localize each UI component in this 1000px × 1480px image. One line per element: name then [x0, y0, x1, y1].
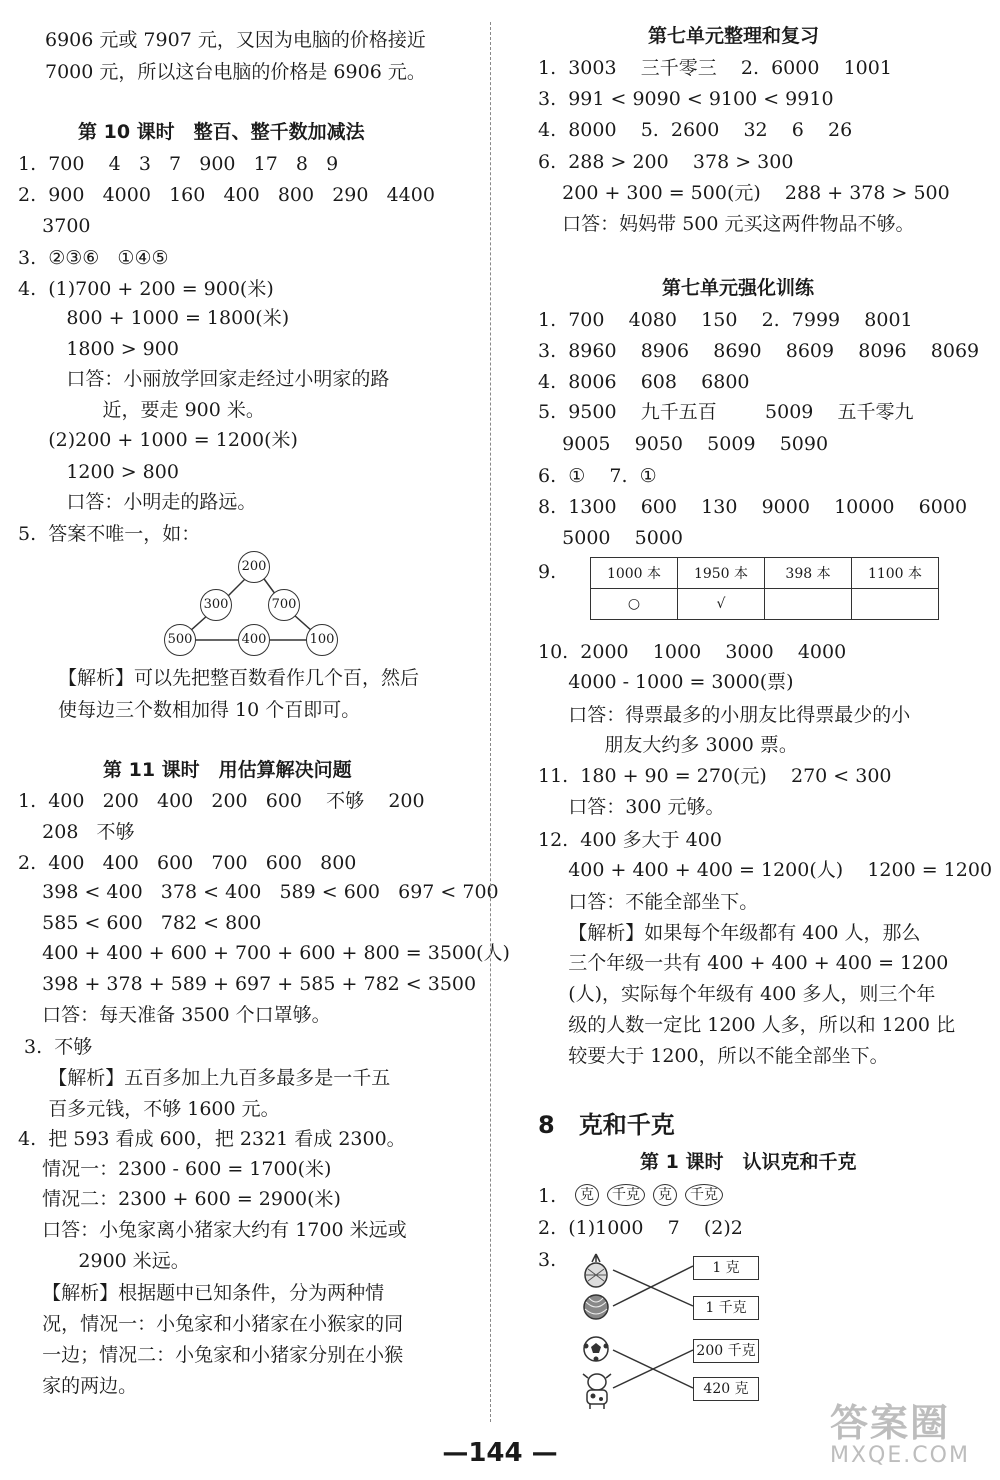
answer-line: 【解析】五百多加上九百多最多是一千五 [18, 1067, 391, 1089]
answer-line: 200 + 300 = 500(元) 288 + 378 > 500 [538, 182, 950, 204]
unit8-q1-answers [575, 1184, 731, 1206]
answer-line: 1800 > 900 [18, 338, 179, 360]
answer-line: 2. 900 4000 160 400 800 290 4400 [18, 184, 435, 206]
answer-line: (2)200 + 1000 = 1200(米) [18, 429, 298, 451]
soccer-ball-icon [581, 1334, 611, 1364]
watermark-logo [830, 1392, 970, 1468]
answer-line: 4. 8000 5. 2600 32 6 26 [538, 119, 853, 141]
answer-line: 3. ②③⑥ ①④⑤ [18, 247, 169, 269]
answer-line: 口答：不能全部坐下。 [538, 891, 759, 913]
answer-line: 况，情况一：小兔家和小猪家在小猴家的同 [18, 1313, 404, 1335]
match-box: 1 克 [693, 1256, 759, 1280]
answer-line: 口答：小丽放学回家走经过小明家的路 [18, 368, 390, 390]
answer-line: 585 < 600 782 < 800 [18, 912, 262, 934]
answer-line: 近，要走 900 米。 [18, 399, 265, 421]
table-header-cell: 1000 本 [591, 558, 678, 589]
answer-line: 【解析】根据题中已知条件，分为两种情 [18, 1282, 385, 1304]
answer-line: 口答：小兔家离小猪家大约有 1700 米远或 [18, 1219, 407, 1241]
answer-line: 朋友大约多 3000 票。 [538, 734, 798, 756]
answer-line: 较要大于 1200，所以不能全部坐下。 [538, 1045, 889, 1067]
answer-line: 5. 答案不唯一，如： [18, 523, 201, 545]
analysis-line: 【解析】可以先把整百数看作几个百，然后 [58, 667, 420, 689]
answer-line: 6. ① 7. ① [538, 465, 657, 487]
unit8-title: 8 克和千克 [538, 1111, 675, 1139]
answer-line: 3. 8960 8906 8690 8609 8096 8069 [538, 340, 980, 362]
answer-line: 情况一：2300 - 600 = 1700(米) [18, 1158, 332, 1180]
match-box: 420 克 [693, 1377, 759, 1401]
node-mid-left: 300 [200, 589, 232, 621]
watermark-title: 答案圈 [830, 1401, 951, 1445]
answer-line: 1. 700 4080 150 2. 7999 8001 [538, 309, 913, 331]
answer-line: 口答：妈妈带 500 元买这两件物品不够。 [538, 213, 915, 235]
answer-line: (人)，实际每个年级有 400 多人，则三个年 [538, 983, 936, 1005]
answer-line: 1. 400 200 400 200 600 不够 200 [18, 790, 425, 812]
page-number: —144 — [442, 1438, 558, 1468]
node-bottom-left: 500 [164, 624, 196, 656]
table-mark-cell: √ [678, 589, 765, 620]
answer-line: 4000 - 1000 = 3000(票) [538, 671, 794, 693]
oval-answer: 克 [653, 1184, 677, 1206]
answer-line: 2900 米远。 [18, 1250, 190, 1272]
review-title: 第七单元整理和复习 [648, 25, 820, 47]
column-divider [490, 22, 491, 1422]
lesson11-title: 第 11 课时 用估算解决问题 [103, 759, 352, 781]
answer-line: 1. 700 4 3 7 900 17 8 9 [18, 153, 339, 175]
table-mark-cell [852, 589, 939, 620]
answer-line: 11. 180 + 90 = 270(元) 270 < 300 [538, 765, 892, 787]
node-mid-right: 700 [268, 589, 300, 621]
answer-line: 9005 9050 5009 5090 [538, 433, 829, 455]
answer-line: 12. 400 多大于 400 [538, 829, 722, 851]
node-top: 200 [238, 551, 270, 583]
matching-diagram [575, 1248, 775, 1418]
match-box: 200 千克 [693, 1339, 759, 1363]
pineapple-icon [581, 1252, 611, 1288]
answer-line: 情况二：2300 + 600 = 2900(米) [18, 1188, 341, 1210]
answer-line: 4. 8006 608 6800 [538, 371, 750, 393]
unit8-lesson1-title: 第 1 课时 认识克和千克 [640, 1151, 857, 1173]
answer-line: 5. 9500 九千五百 5009 五千零九 [538, 401, 914, 423]
table-mark-cell [765, 589, 852, 620]
answer-line: 三个年级一共有 400 + 400 + 400 = 1200 [538, 952, 949, 974]
lesson10-title: 第 10 课时 整百、整千数加减法 [78, 121, 365, 143]
oval-answer: 千克 [607, 1184, 645, 1206]
answer-line: 口答：300 元够。 [538, 796, 725, 818]
estimate-table [590, 557, 939, 620]
answer-line: 2. 400 400 600 700 600 800 [18, 852, 357, 874]
unit8-q2: 2. (1)1000 7 (2)2 [538, 1217, 743, 1239]
table-mark-cell: ○ [591, 589, 678, 620]
table-header-cell: 1100 本 [852, 558, 939, 589]
answer-line: 口答：小明走的路远。 [18, 491, 257, 513]
intro-line: 7000 元，所以这台电脑的价格是 6906 元。 [45, 61, 426, 83]
answer-line: 3. 不够 [18, 1036, 93, 1058]
cow-icon [579, 1370, 615, 1410]
yarn-ball-icon [581, 1292, 611, 1322]
node-bottom-right: 100 [306, 624, 338, 656]
answer-line: 5000 5000 [538, 527, 684, 549]
answer-line: 口答：得票最多的小朋友比得票最少的小 [538, 704, 911, 726]
answer-line: 【解析】如果每个年级都有 400 人，那么 [538, 922, 921, 944]
answer-line: 398 < 400 378 < 400 589 < 600 697 < 700 [18, 881, 499, 903]
answer-line: 800 + 1000 = 1800(米) [18, 307, 290, 329]
answer-line: 1. 3003 三千零三 2. 6000 1001 [538, 57, 892, 79]
answer-line: 398 + 378 + 589 + 697 + 585 + 782 < 3500 [18, 973, 477, 995]
intro-line: 6906 元或 7907 元，又因为电脑的价格接近 [45, 29, 426, 51]
watermark-url: MXQE.COM [830, 1443, 970, 1468]
answer-line: 8. 1300 600 130 9000 10000 6000 [538, 496, 968, 518]
node-bottom-mid: 400 [238, 624, 270, 656]
unit8-q3-label: 3. [538, 1249, 557, 1271]
answer-line: 一边；情况二：小兔家和小猪家分别在小猴 [18, 1344, 404, 1366]
answer-line: 百多元钱，不够 1600 元。 [18, 1098, 280, 1120]
answer-line: 208 不够 [18, 821, 135, 843]
answer-line: 家的两边。 [18, 1375, 138, 1397]
answer-line: 6. 288 > 200 378 > 300 [538, 151, 794, 173]
triangle-diagram [160, 550, 370, 660]
oval-answer: 千克 [685, 1184, 723, 1206]
analysis-line: 使每边三个数相加得 10 个百即可。 [58, 699, 361, 721]
answer-line: 3. 991 < 9090 < 9100 < 9910 [538, 88, 834, 110]
table-header-cell: 1950 本 [678, 558, 765, 589]
answer-line: 口答：每天准备 3500 个口罩够。 [18, 1004, 331, 1026]
q9-label: 9. [538, 561, 557, 583]
answer-line: 4. 把 593 看成 600，把 2321 看成 2300。 [18, 1128, 406, 1150]
answer-line: 400 + 400 + 600 + 700 + 600 + 800 = 3500(人) [18, 942, 510, 964]
answer-line: 4. (1)700 + 200 = 900(米) [18, 278, 274, 300]
match-box: 1 千克 [693, 1296, 759, 1320]
answer-line: 10. 2000 1000 3000 4000 [538, 641, 847, 663]
answer-line: 级的人数一定比 1200 人多，所以和 1200 比 [538, 1014, 956, 1036]
answer-line: 1200 > 800 [18, 461, 179, 483]
table-header-cell: 398 本 [765, 558, 852, 589]
training-title: 第七单元强化训练 [662, 277, 815, 299]
oval-answer: 克 [575, 1184, 599, 1206]
unit8-q1-label: 1. [538, 1185, 557, 1207]
answer-line: 400 + 400 + 400 = 1200(人) 1200 = 1200 [538, 859, 993, 881]
answer-line: 3700 [18, 215, 91, 237]
